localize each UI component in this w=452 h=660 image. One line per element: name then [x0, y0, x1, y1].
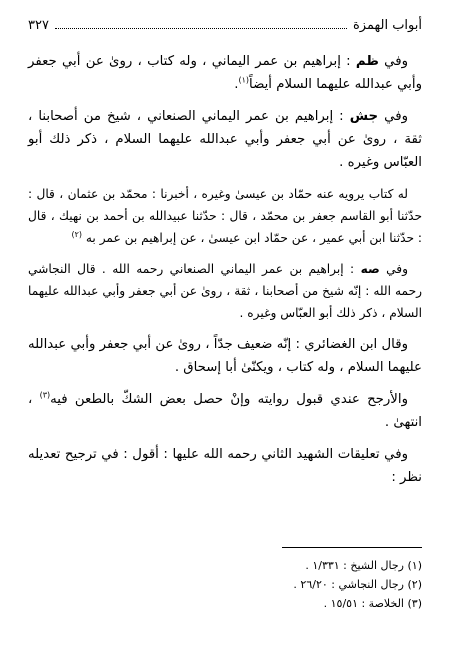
footnote-ref: (٣): [39, 390, 51, 400]
chapter-title: أبواب الهمزة: [353, 17, 422, 33]
paragraph-arjah: [28, 388, 422, 434]
footnote-ref: (٢): [71, 229, 83, 239]
paragraph-ghadairi: [28, 333, 422, 379]
footnote-2: (٢) رجال النجاشي : ٢٦/٢٠ .: [293, 578, 422, 591]
paragraph-text: وفي تعليقات الشهيد الثاني رحمه الله عليها : أقول : في ترجيح تعديله نظر :: [28, 447, 422, 485]
paragraph-text: وقال ابن الغضائري : إنّه ضعيف جدّاً ، روىٰ عن أبي جعفر وأبي عبدالله عليهما السلام ، وله كتاب ، ويكنّىٰ أبا إسحاق .: [28, 337, 422, 375]
paragraph-prefix: وفي: [378, 109, 408, 124]
paragraph-suffix: ، انتهىٰ .: [28, 392, 422, 430]
paragraph-prefix: وفي: [379, 262, 409, 276]
paragraph-text: : إبراهيم بن عمر اليماني الصنعاني رحمه الله . قال النجاشي رحمه الله : إنّه شيخ من أصحابنا ، ثقة ، روىٰ عن أبي جعفر وأبي عبدالله عليهما السلام ، ذكر ذلك أبو العبّاس وغيره .: [28, 262, 422, 320]
paragraph-text: له كتاب يرويه عنه حمّاد بن عيسىٰ وغيره ، أخبرنا : محمّد بن عثمان ، قال : حدّثنا أبو القاسم جعفر بن محمّد ، قال : حدّثنا عبيدالله بن أحمد بن نهيك ، قال : حدّثنا ابن أبي عمير ، عن حمّاد ابن عيسىٰ ، عن إبراهيم بن عمر به: [28, 187, 422, 245]
running-header: [28, 14, 422, 36]
paragraph-text: والأرجح عندي قبول روايته وإنْ حصل بعض الشكّ بالطعن فيه: [50, 392, 408, 407]
footnotes: [200, 556, 422, 613]
page-number: ٣٢٧: [28, 17, 49, 33]
paragraph-text: : إبراهيم بن عمر اليماني ، وله كتاب ، روىٰ عن أبي جعفر وأبي عبدالله عليهما السلام أيضاً: [28, 54, 422, 92]
paragraph-taliqat: [28, 443, 422, 489]
footnote-3: (٣) الخلاصة : ١٥/٥١ .: [323, 597, 422, 610]
paragraph-suffix: .: [234, 77, 239, 92]
header-dotted-leader: [55, 28, 347, 29]
paragraph-text: : إبراهيم بن عمر اليماني الصنعاني ، شيخ من أصحابنا ، ثقة ، روىٰ عن أبي جعفر وأبي عبدالله عليهما السلام ، ذكر ذلك أبو العبّاس وغيره .: [28, 109, 422, 170]
footnote-divider: [282, 547, 422, 548]
source-abbrev: صه: [360, 262, 380, 276]
footnote-1: (١) رجال الشيخ : ١/٣٣١ .: [305, 559, 422, 572]
paragraph-zim: [28, 50, 422, 96]
paragraph-kitab: [28, 183, 422, 249]
main-text: [28, 50, 422, 498]
source-abbrev: جش: [349, 109, 379, 124]
paragraph-prefix: وفي: [378, 54, 409, 69]
paragraph-jash: [28, 105, 422, 174]
paragraph-sah: [28, 258, 422, 324]
footnote-ref: (١): [238, 75, 250, 85]
source-abbrev: ظم: [355, 54, 379, 69]
